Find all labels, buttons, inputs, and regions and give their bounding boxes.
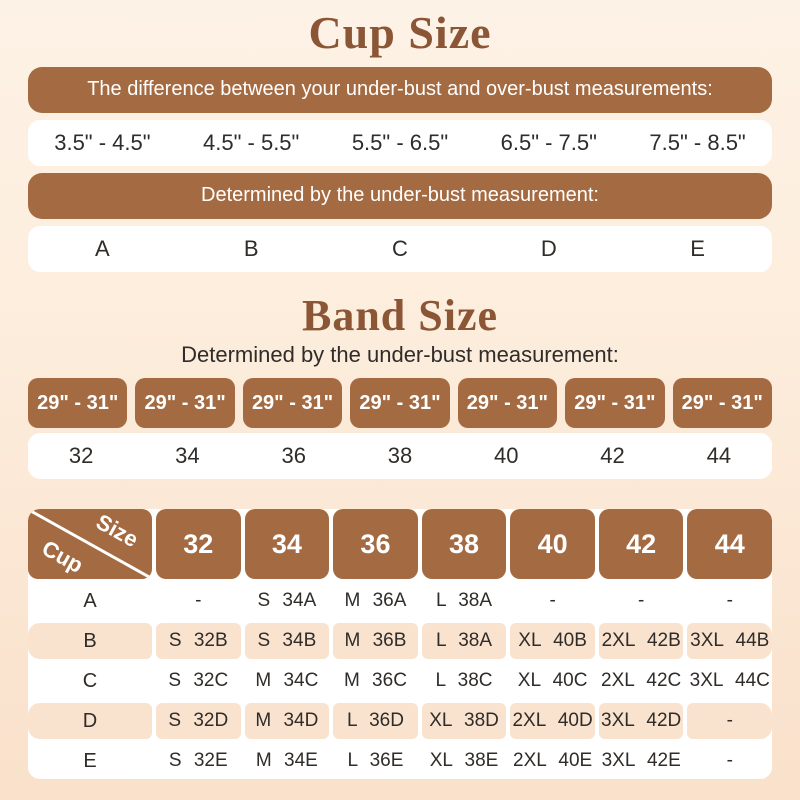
matrix-column-header: 42 — [599, 509, 684, 579]
band-size: 38 — [387, 443, 413, 469]
diff-range: 7.5" - 8.5" — [649, 129, 746, 155]
diff-range: 4.5" - 5.5" — [203, 129, 300, 155]
underbust-range-box: 29" - 31" — [458, 378, 557, 428]
matrix-row-label: C — [82, 669, 98, 692]
matrix-cell: 2XL 42B — [599, 623, 684, 659]
matrix-cell: M 36A — [344, 590, 407, 612]
matrix-cell: L 36E — [347, 750, 404, 772]
matrix-column-header: 44 — [687, 509, 772, 579]
cup-letter: B — [243, 235, 259, 261]
diff-range: 3.5" - 4.5" — [54, 129, 151, 155]
matrix-cell: M 34D — [245, 703, 330, 739]
band-size: 36 — [281, 443, 306, 469]
matrix-cell: 3XL 44B — [687, 623, 772, 659]
diff-range: 6.5" - 7.5" — [500, 129, 597, 155]
underbust-range-box: 29" - 31" — [565, 378, 664, 428]
matrix-cell: 2XL 40E — [513, 750, 593, 772]
cup-letter: A — [95, 235, 110, 261]
band-size: 32 — [68, 443, 94, 469]
matrix-cell: S 32B — [156, 623, 241, 659]
matrix-cell: 3XL 42D — [599, 703, 684, 739]
matrix-column-header: 32 — [156, 509, 241, 579]
matrix-row-c — [28, 663, 772, 699]
matrix-row-label: A — [83, 589, 97, 612]
matrix-cell: S 32E — [168, 750, 228, 772]
matrix-cell: XL 38E — [429, 750, 499, 772]
matrix-cell: M 36C — [343, 670, 407, 692]
matrix-column-header: 38 — [422, 509, 507, 579]
band-sizes-row — [28, 433, 772, 479]
matrix-row-label: B — [28, 623, 152, 659]
underbust-range-box: 29" - 31" — [243, 378, 342, 428]
cup-determined-banner: Determined by the under-bust measurement: — [28, 173, 772, 219]
matrix-header-row — [28, 509, 772, 579]
band-size: 40 — [494, 443, 519, 469]
size-matrix-table — [28, 509, 772, 779]
matrix-cell: - — [195, 590, 202, 612]
matrix-cell: L 38A — [436, 590, 492, 612]
corner-size-label: Size — [91, 509, 143, 553]
band-size: 42 — [600, 443, 625, 469]
matrix-cell: L 36D — [333, 703, 418, 739]
underbust-range-box: 29" - 31" — [135, 378, 234, 428]
matrix-row-d — [28, 703, 772, 739]
matrix-cell: - — [726, 590, 733, 612]
matrix-row-a — [28, 583, 772, 619]
matrix-cell: - — [549, 590, 556, 612]
underbust-range-box: 29" - 31" — [28, 378, 127, 428]
matrix-cell: 3XL 42E — [601, 750, 681, 772]
matrix-cell: XL 38D — [422, 703, 507, 739]
cup-letter: E — [690, 235, 705, 261]
underbust-ranges-row — [28, 378, 772, 428]
band-size: 44 — [706, 443, 732, 469]
matrix-row-label: D — [28, 703, 152, 739]
matrix-cell: M 36B — [333, 623, 418, 659]
matrix-cell: - — [726, 750, 733, 772]
matrix-cell: S 32C — [168, 670, 229, 692]
matrix-cell: S 32D — [156, 703, 241, 739]
matrix-cell: XL 40C — [517, 670, 588, 692]
cup-diff-banner: The difference between your under-bust and over-bust measurements: — [28, 67, 772, 113]
matrix-column-header: 34 — [245, 509, 330, 579]
diff-range: 5.5" - 6.5" — [351, 129, 449, 155]
matrix-cell: M 34C — [255, 670, 319, 692]
matrix-cell: 3XL 44C — [689, 670, 770, 692]
matrix-row-label: E — [83, 749, 97, 772]
cup-letter: C — [392, 235, 408, 261]
cup-size-title: Cup Size — [308, 7, 492, 58]
matrix-row-b — [28, 623, 772, 659]
band-size-title: Band Size — [301, 290, 499, 340]
underbust-range-box: 29" - 31" — [350, 378, 449, 428]
matrix-cell: - — [687, 703, 772, 739]
underbust-range-box: 29" - 31" — [673, 378, 772, 428]
cup-letter: D — [540, 235, 557, 261]
matrix-cell: M 34E — [255, 750, 318, 772]
matrix-cell: S 34A — [257, 590, 317, 612]
matrix-cell: S 34B — [245, 623, 330, 659]
matrix-column-header: 36 — [333, 509, 418, 579]
cup-diff-ranges-row — [28, 120, 772, 166]
band-size-subtitle: Determined by the under-bust measurement: — [181, 341, 619, 367]
matrix-cell: 2XL 42C — [601, 670, 682, 692]
matrix-cell: L 38C — [435, 670, 493, 692]
band-size: 34 — [175, 443, 200, 469]
matrix-row-e — [28, 743, 772, 779]
matrix-cell: 2XL 40D — [510, 703, 595, 739]
matrix-cell: XL 40B — [510, 623, 595, 659]
matrix-corner-cell — [28, 509, 152, 579]
matrix-cell: - — [638, 590, 645, 612]
corner-cup-label: Cup — [37, 535, 88, 579]
cup-letters-row — [28, 226, 772, 272]
matrix-cell: L 38A — [422, 623, 507, 659]
matrix-column-header: 40 — [510, 509, 595, 579]
